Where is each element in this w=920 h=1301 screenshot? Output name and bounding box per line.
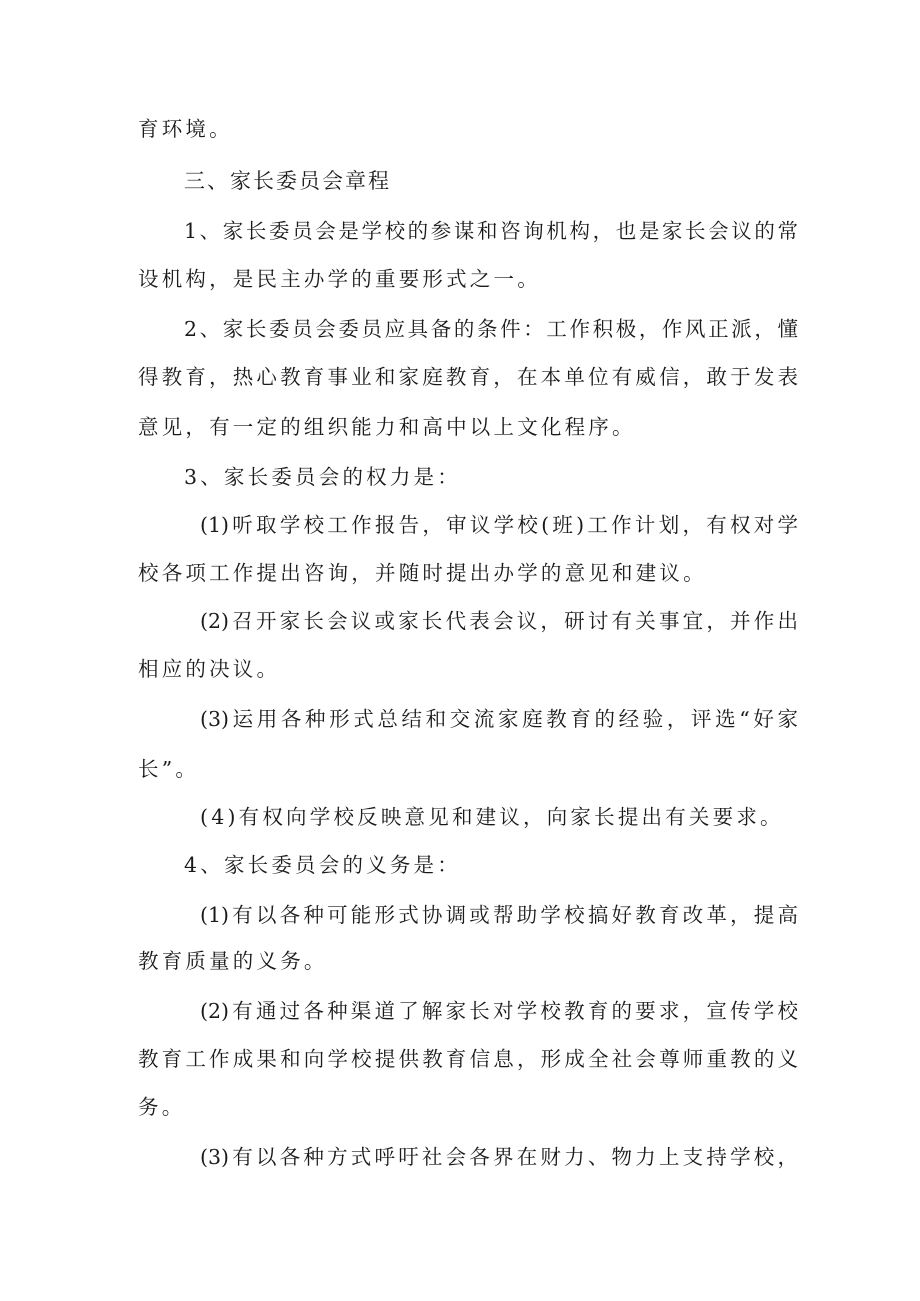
text-line: 设机构，是民主办学的重要形式之一。: [138, 267, 541, 291]
text-line: (3)有以各种方式呼吁社会各界在财力、物力上支持学校，: [200, 1145, 798, 1169]
text-line: (3)运用各种形式总结和交流家庭教育的经验，评选“好家: [200, 707, 798, 731]
text-line: (2)召开家长会议或家长代表会议，研讨有关事宜，并作出: [200, 609, 798, 633]
text-line: 教育质量的义务。: [138, 949, 328, 973]
text-line: (4)有权向学校反映意见和建议，向家长提出有关要求。: [200, 805, 784, 829]
text-line: 相应的决议。: [138, 657, 281, 681]
text-line: 得教育，热心教育事业和家庭教育，在本单位有威信，敢于发表: [138, 365, 798, 389]
text-line: 2、家长委员会委员应具备的条件：工作积极，作风正派，懂: [184, 317, 798, 341]
text-line: 意见，有一定的组织能力和高中以上文化程序。: [138, 415, 636, 439]
text-line: 长”。: [138, 757, 200, 781]
text-line: 校各项工作提出咨询，并随时提出办学的意见和建议。: [138, 561, 707, 585]
text-line: 育环境。: [138, 117, 233, 141]
text-line: 3、家长委员会的权力是：: [184, 465, 461, 489]
text-line: 务。: [138, 1095, 186, 1119]
text-line: 教育工作成果和向学校提供教育信息，形成全社会尊师重教的义: [138, 1047, 798, 1071]
text-line: (1)听取学校工作报告，审议学校(班)工作计划，有权对学: [200, 513, 798, 537]
section-heading: 三、家长委员会章程: [184, 169, 391, 193]
text-line: (1)有以各种可能形式协调或帮助学校搞好教育改革，提高: [200, 903, 798, 927]
text-line: 1、家长委员会是学校的参谋和咨询机构，也是家长会议的常: [184, 219, 798, 243]
text-line: 4、家长委员会的义务是：: [184, 853, 461, 877]
text-line: (2)有通过各种渠道了解家长对学校教育的要求，宣传学校: [200, 999, 798, 1023]
